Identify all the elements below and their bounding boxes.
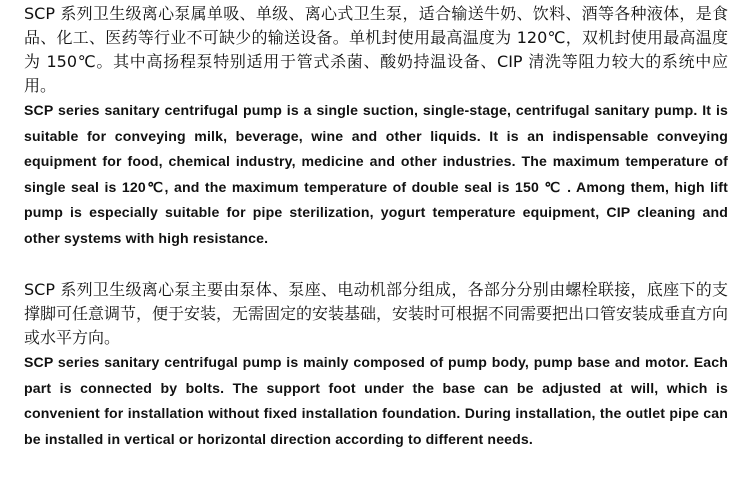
paragraph-2-chinese: SCP 系列卫生级离心泵主要由泵体、泵座、电动机部分组成，各部分分别由螺栓联接，底座下的支撑脚可任意调节，便于安装，无需固定的安装基础，安装时可根据不同需要把出口管安装成垂直方向或水平方向。 — [24, 280, 729, 347]
paragraph-1-chinese: SCP 系列卫生级离心泵属单吸、单级、离心式卫生泵，适合输送牛奶、饮料、酒等各种液体，是食品、化工、医药等行业不可缺少的输送设备。单机封使用最高温度为 120℃，双机封使用最高温度为 150℃。其中高扬程泵特别适用于管式杀菌、酸奶持温设备、CIP 清洗等阻力较大的系统中应用。 — [24, 4, 728, 95]
paragraph-1 — [24, 0, 728, 251]
paragraph-2 — [24, 276, 728, 452]
document-body — [24, 0, 728, 452]
paragraph-1-english: SCP series sanitary centrifugal pump is a single suction, single-stage, centrifugal sanitary pump. It is suitable for conveying milk, beverage, wine and other liquids. It is an indispensable conveying equipment for food, chemical industry, medicine and other industries. The maximum temperature of single seal is 120℃, and the maximum temperature of double seal is 150 ℃ . Among them, high lift pump is especially suitable for pipe sterilization, yogurt temperature equipment, CIP cleaning and other systems with high resistance. — [24, 102, 728, 246]
paragraph-2-english: SCP series sanitary centrifugal pump is mainly composed of pump body, pump base and motor. Each part is connected by bolts. The support foot under the base can be adjusted at will, which is convenient for installation without fixed installation foundation. During installation, the outlet pipe can be installed in vertical or horizontal direction according to different needs. — [24, 354, 728, 447]
paragraph-spacer — [24, 251, 728, 276]
